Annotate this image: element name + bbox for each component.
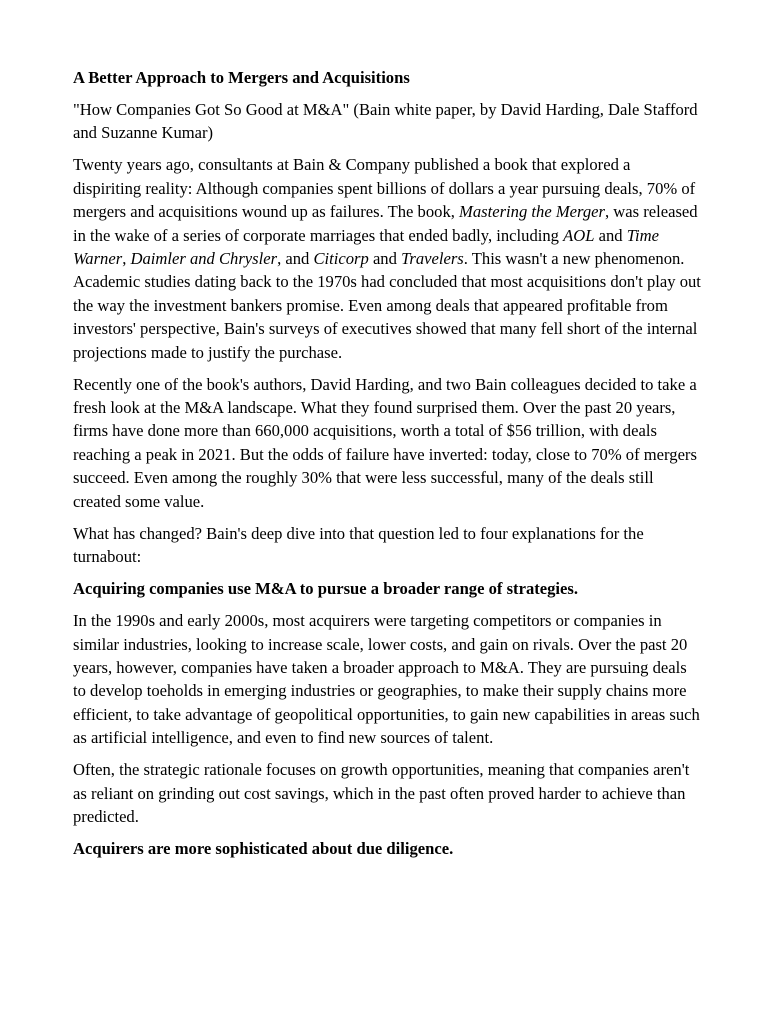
- company-name: AOL: [563, 225, 595, 245]
- text-run: ,: [122, 249, 131, 269]
- paragraph-question: What has changed? Bain's deep dive into that question led to four explanations for the turnabout:: [73, 523, 644, 567]
- text-run: . This wasn't a new phenomenon. Academic studies dating back to the 1970s had concluded that most acquisitions don't play out the way the investment bankers promise. Even among deals that appeared profitable from investors' perspective, Bain's surveys of executives showed that many fell short of the internal projections made to justify the purchase.: [73, 249, 701, 362]
- paragraph-intro: [73, 153, 701, 364]
- text-run: , and: [277, 249, 314, 269]
- paragraph-growth: Often, the strategic rationale focuses on growth opportunities, meaning that companies aren't as reliant on grinding out cost savings, which in the past often proved harder to achieve than predicted.: [73, 760, 690, 826]
- section-heading-due-diligence: Acquirers are more sophisticated about due diligence.: [73, 838, 454, 858]
- company-name: Time Warner: [73, 225, 660, 269]
- company-name: Daimler and Chrysler: [130, 249, 278, 269]
- document-title: A Better Approach to Mergers and Acquisitions: [73, 68, 410, 87]
- text-run: Twenty years ago, consultants at Bain & Company published a book that explored a dispiriting reality: Although companies spent billions of dollars a year pursuing deals, 70% of mergers and acquisitions wound up as failures. The book,: [73, 155, 696, 222]
- book-title: Mastering the Merger: [459, 202, 605, 222]
- company-name: Citicorp: [313, 249, 369, 269]
- section-heading-strategies: Acquiring companies use M&A to pursue a broader range of strategies.: [73, 579, 579, 599]
- paragraph-strategies: In the 1990s and early 2000s, most acquirers were targeting competitors or companies in similar industries, looking to increase scale, lower costs, and gain on rivals. Over the past 20 years, however, companies have taken a broader approach to M&A. They are pursuing deals to develop toeholds in emerging industries or geographies, to make their supply chains more efficient, to take advantage of geopolitical opportunities, to gain new capabilities in areas such as artificial intelligence, and even to find new sources of talent.: [73, 611, 700, 748]
- document-body: [73, 66, 701, 869]
- source-citation: "How Companies Got So Good at M&A" (Bain white paper, by David Harding, Dale Stafford and Suzanne Kumar): [73, 100, 698, 143]
- text-run: and: [594, 225, 627, 245]
- company-name: Travelers: [401, 249, 464, 269]
- text-run: and: [368, 249, 402, 269]
- text-run: , was released in the wake of a series of corporate marriages that ended badly, including: [73, 202, 698, 245]
- paragraph-landscape: Recently one of the book's authors, David Harding, and two Bain colleagues decided to take a fresh look at the M&A landscape. What they found surprised them. Over the past 20 years, firms have done more than 660,000 acquisitions, worth a total of $56 trillion, with deals reaching a peak in 2021. But the odds of failure have inverted: today, close to 70% of mergers succeed. Even among the roughly 30% that were less successful, many of the deals still created some value.: [73, 374, 697, 511]
